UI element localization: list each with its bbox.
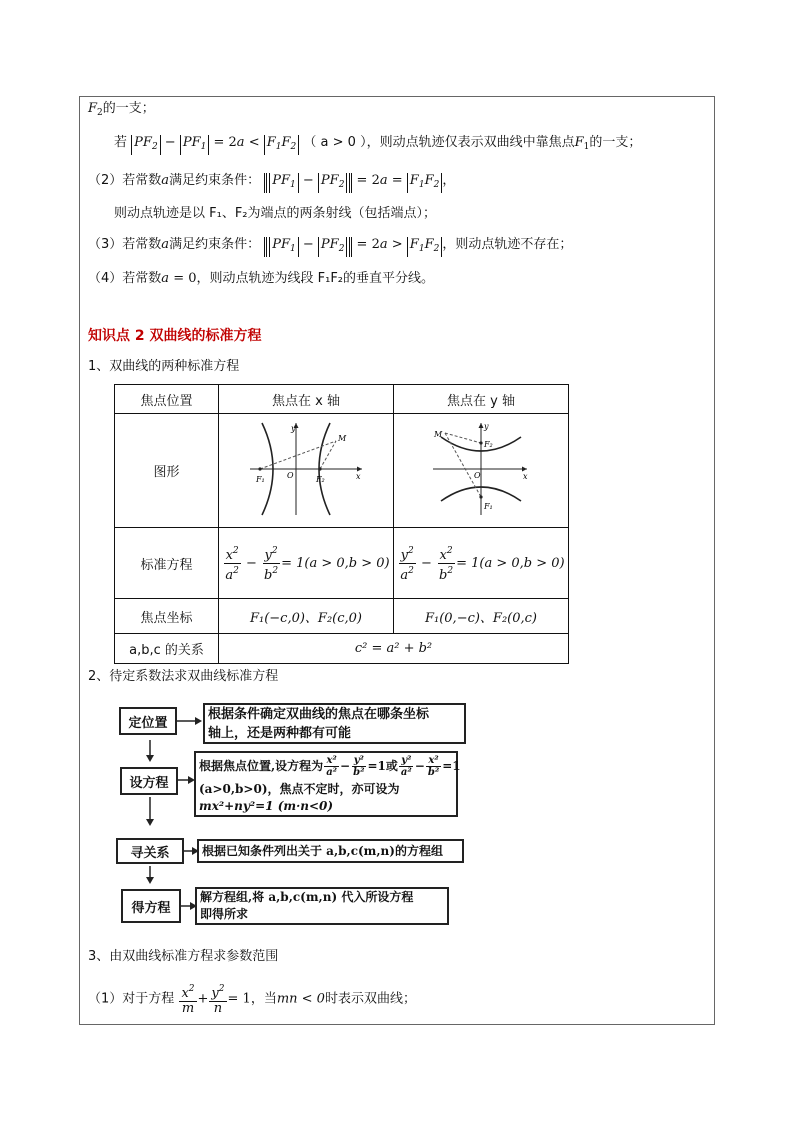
foci-y: F₁(0,−c)、F₂(0,c) <box>394 599 569 634</box>
graph-x-axis-foci <box>219 414 394 528</box>
step-get-equation-box: 解方程组,将 a,b,c(m,n) 代入所设方程 即得所求 <box>195 887 449 925</box>
f1-label: F₁ <box>484 501 493 511</box>
para-case-3: （3）若常数a满足约束条件： $PF_1 - PF_2 = 2a > F_1F_2$ ，则动点轨迹不存在； <box>88 236 572 257</box>
equation-x-foci: $\frac{x^2}{a^2}$ − $\frac{y^2}{b^2}$ = 1(a > 0,b > 0) <box>219 528 394 599</box>
section-heading: 知识点 2 双曲线的标准方程 <box>88 328 262 344</box>
para-case-2-result: 则动点轨迹是以 F₁、F₂为端点的两条射线（包括端点）； <box>114 206 437 221</box>
subheading-undetermined-coefficients: 2、待定系数法求双曲线标准方程 <box>88 669 279 684</box>
abc-relation: c² = a² + b² <box>219 634 569 664</box>
subheading-two-forms: 1、双曲线的两种标准方程 <box>88 359 240 374</box>
para-case-4: （4）若常数a = 0，则动点轨迹为线段 F₁F₂的垂直平分线。 <box>88 271 435 286</box>
step-set-equation-node: 设方程 <box>120 767 178 795</box>
x-axis-label: x <box>356 471 361 481</box>
hyperbola-y-figure <box>431 419 531 519</box>
step-find-relation-box: 根据已知条件列出关于 a,b,c(m,n)的方程组 <box>197 839 464 863</box>
origin-label: O <box>474 470 481 480</box>
table-row-label: 标准方程 <box>115 528 219 599</box>
y-axis-label: y <box>291 423 296 433</box>
step-locate-box: 根据条件确定双曲线的焦点在哪条坐标 轴上，还是两种都有可能 <box>203 703 466 744</box>
equation-y-foci: $\frac{y^2}{a^2}$ − $\frac{x^2}{b^2}$ = 1(a > 0,b > 0) <box>394 528 569 599</box>
point-m-label: M <box>434 429 443 439</box>
table-header-cell: 焦点在 y 轴 <box>394 385 569 414</box>
y-axis-label: y <box>484 421 489 431</box>
para-left-branch-condition: 若 $PF_2 - PF_1 = 2a < F_1F_2$ （ a > 0 ），则动点轨迹仅表示双曲线中靠焦点$F_1$的一支； <box>114 134 641 156</box>
table-header-cell: 焦点在 x 轴 <box>219 385 394 414</box>
table-row-label: 焦点坐标 <box>115 599 219 634</box>
subheading-parameter-range: 3、由双曲线标准方程求参数范围 <box>88 949 279 964</box>
mf1-dashed <box>445 433 481 497</box>
para-parameter-condition: （1）对于方程 $\frac{x^2}{m}$ + $\frac{y^2}{n}$ = 1，当mn < 0时表示双曲线； <box>88 984 416 1016</box>
x-axis-label: x <box>523 471 528 481</box>
step-set-equation-box: 根据焦点位置,设方程为 $\frac{\text{x²}}{\text{a²}}$ − $\frac{\text{y²}}{\text{b²}}$ =1或 $\frac{\text{y²}}{\text{a²}}$ − $\frac{\text{x²}}{\text{b²}}$ =1 (a>0,b>0)，焦点不定时，亦可设为 mx²+ny²=1 (m·n<0) <box>194 751 458 817</box>
para-f2-branch: $F_2$的一支； <box>88 101 155 118</box>
table-header-cell: 焦点位置 <box>115 385 219 414</box>
step-get-equation-node: 得方程 <box>121 889 181 923</box>
origin-label: O <box>287 470 294 480</box>
graph-y-axis-foci <box>394 414 569 528</box>
f2-label: F₂ <box>484 439 493 449</box>
standard-equation-table <box>114 384 569 664</box>
f2-label: F₂ <box>316 474 325 484</box>
f1-label: F₁ <box>256 474 265 484</box>
mf2-dashed <box>445 433 481 443</box>
point-m-label: M <box>338 433 347 443</box>
hyperbola-x-figure <box>246 419 366 519</box>
table-row-label: 图形 <box>115 414 219 528</box>
step-find-relation-node: 寻关系 <box>116 838 184 864</box>
para-case-2: （2）若常数a满足约束条件： $PF_1 - PF_2 = 2a = F_1F_2$ ， <box>88 172 455 193</box>
table-row-label: a,b,c 的关系 <box>115 634 219 664</box>
step-locate-node: 定位置 <box>119 707 177 735</box>
foci-x: F₁(−c,0)、F₂(c,0) <box>219 599 394 634</box>
